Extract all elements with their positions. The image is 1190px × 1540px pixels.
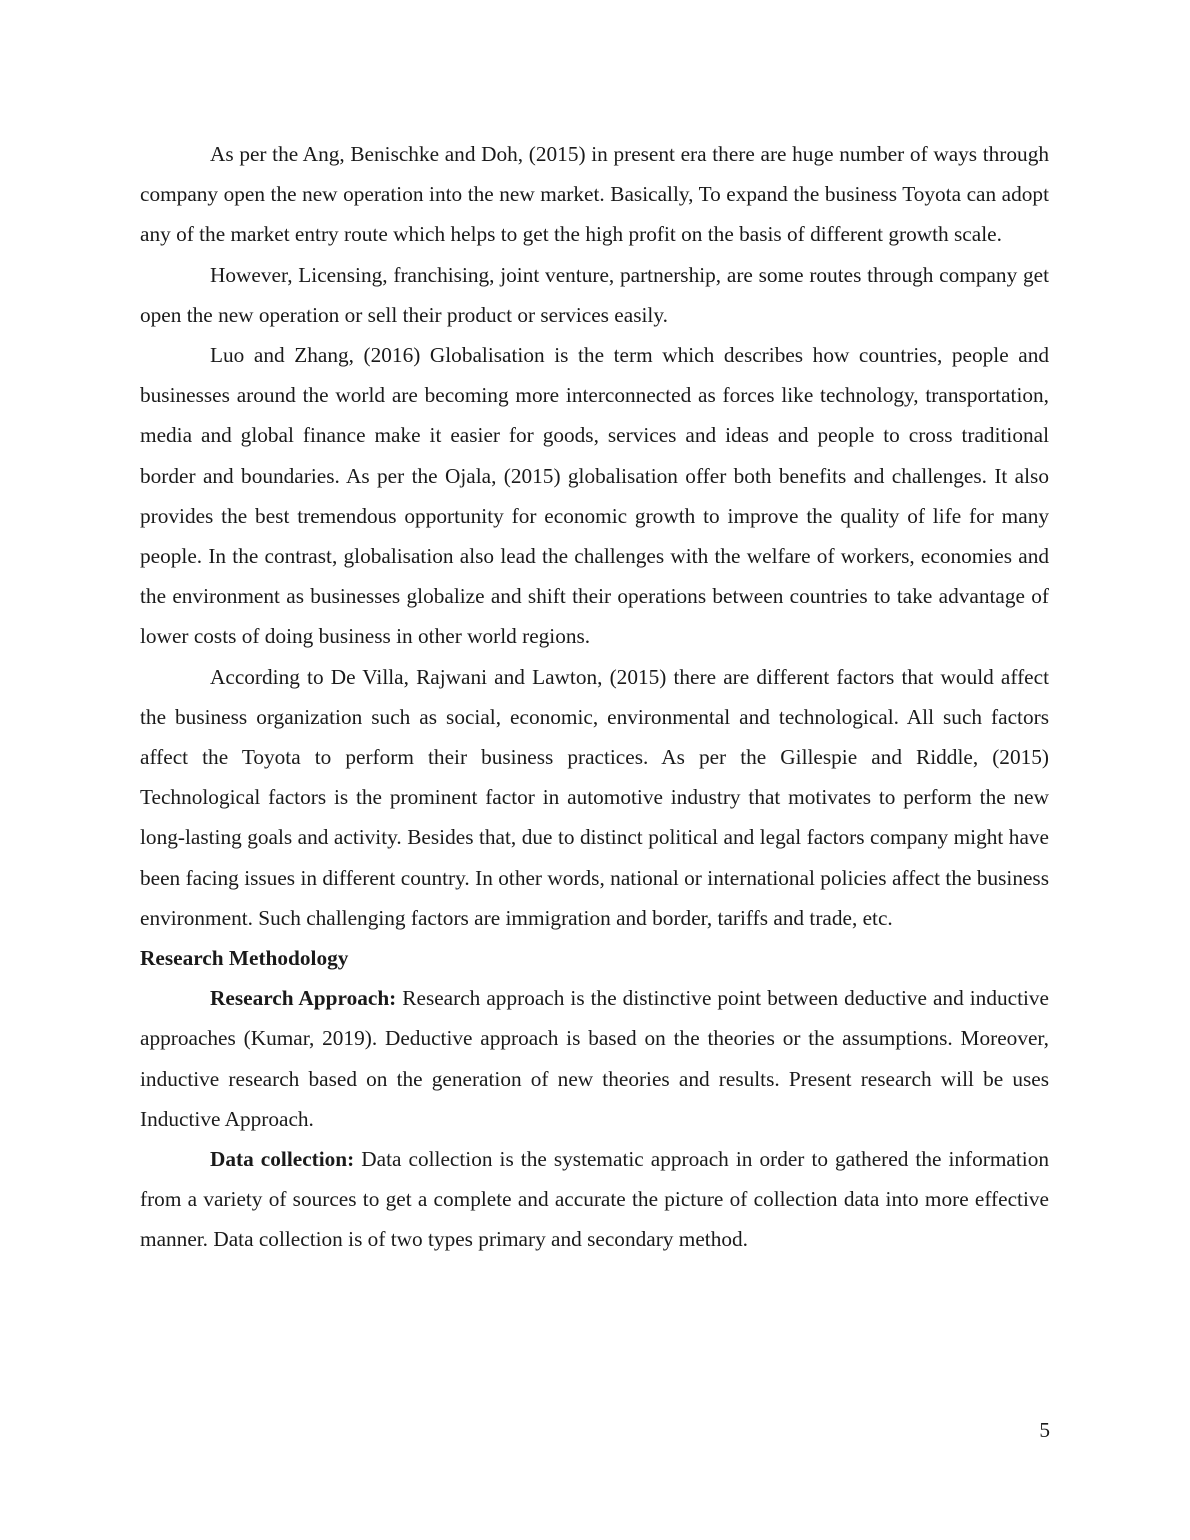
paragraph-market-entry: As per the Ang, Benischke and Doh, (2015) in present era there are huge number of ways through company open the new operation into the new market. Basically, To expand the business Toyota can adopt any of the market entry route which helps to get the high profit on the basis of different growth scale. — [140, 142, 1049, 247]
paragraph-globalisation: Luo and Zhang, (2016) Globalisation is the term which describes how countries, people and businesses around the world are becoming more interconnected as forces like technology, transportation, media and global finance make it easier for goods, services and ideas and people to cross traditional border and boundaries. As per the Ojala, (2015) globalisation offer both benefits and challenges. It also provides the best tremendous opportunity for economic growth to improve the quality of life for many people. In the contrast, globalisation also lead the challenges with the welfare of workers, economies and the environment as businesses globalize and shift their operations between countries to take advantage of lower costs of doing business in other world regions. — [140, 343, 1049, 649]
data-collection-label: Data collection: — [210, 1147, 355, 1172]
paragraph-entry-routes: However, Licensing, franchising, joint venture, partnership, are some routes through company get open the new operation or sell their product or services easily. — [140, 262, 1049, 327]
research-approach-label: Research Approach: — [210, 986, 397, 1011]
research-approach-text: Research approach is the distinctive point between deductive and inductive approaches (Kumar, 2019). Deductive approach is based on the theories or the assumptions. Moreover, inductive research based on the generation of new theories and results. Present research will be uses Inductive Approach. — [140, 986, 1050, 1131]
paragraph-research-approach — [140, 978, 1049, 1139]
page-body — [140, 134, 1049, 1260]
paragraph-business-factors: According to De Villa, Rajwani and Lawton, (2015) there are different factors that would affect the business organization such as social, economic, environmental and technological. All such factors affect the Toyota to perform their business practices. As per the Gillespie and Riddle, (2015) Technological factors is the prominent factor in automotive industry that motivates to perform the new long-lasting goals and activity. Besides that, due to distinct political and legal factors company might have been facing issues in different country. In other words, national or international policies affect the business environment. Such challenging factors are immigration and border, tariffs and trade, etc. — [140, 664, 1049, 930]
paragraph-data-collection — [140, 1139, 1049, 1260]
page-number: 5 — [1039, 1418, 1050, 1442]
data-collection-text: Data collection is the systematic approach in order to gathered the information from a variety of sources to get a complete and accurate the picture of collection data into more effective manner. Data collection is of two types primary and secondary method. — [140, 1147, 1050, 1252]
section-heading: Research Methodology — [140, 946, 349, 971]
